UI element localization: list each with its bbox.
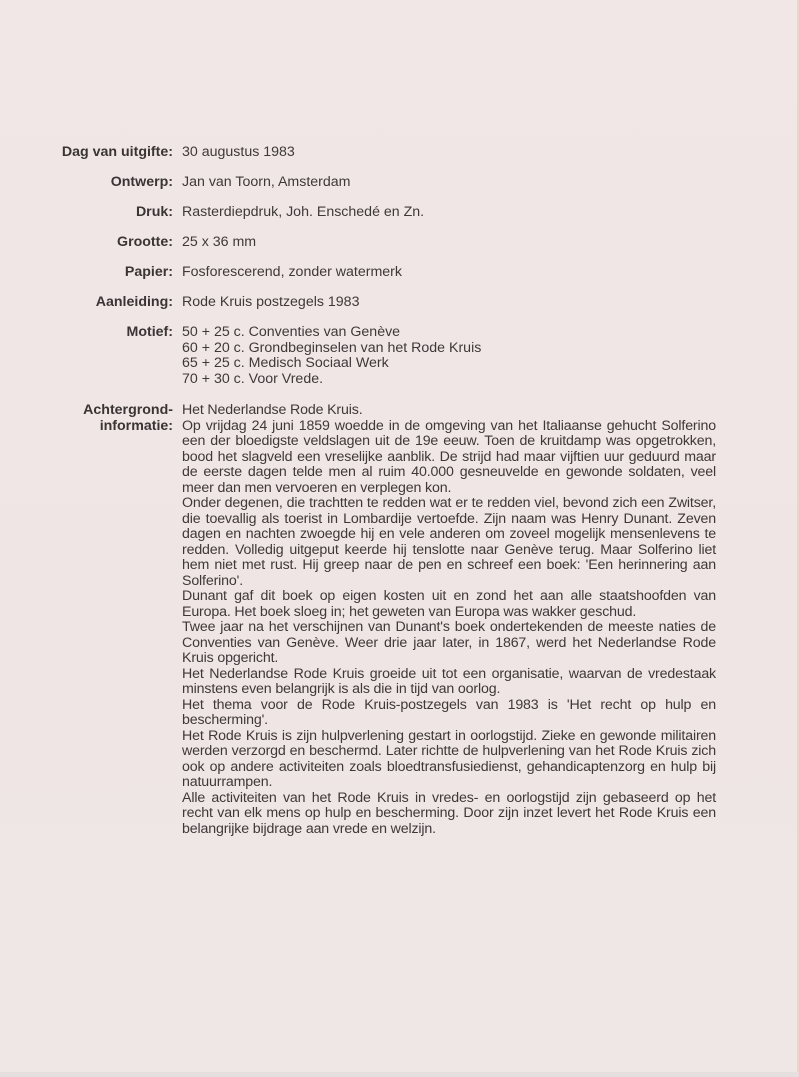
paragraph: Dunant gaf dit boek op eigen kosten uit en zond het aan alle staatshoofden van Europa. Het boek sloeg in; het geweten van Europa was wakker geschud. — [182, 588, 716, 620]
motief-item: 70 + 30 c. Voor Vrede. — [182, 370, 324, 387]
field-value: Rasterdiepdruk, Joh. Enschedé en Zn. — [182, 204, 425, 220]
motief-item: 50 + 25 c. Conventies van Genève — [182, 324, 401, 340]
motief-list — [182, 325, 481, 387]
paragraph: Alle activiteiten van het Rode Kruis in vredes- en oorlogstijd zijn gebaseerd op het recht van elk mens op hulp en bescherming. Door zijn inzet levert het Rode Kruis een belangrijke bijdrage aan vrede en welzijn. — [182, 789, 716, 837]
field-label: Ontwerp: — [110, 174, 173, 190]
field-value: Rode Kruis postzegels 1983 — [182, 294, 360, 310]
field-label — [83, 403, 173, 434]
paragraph: Het Rode Kruis is zijn hulpverlening gestart in oorlogstijd. Zieke en gewonde militairen werden verzorgd en beschermd. Later richtte de hulpverlening van het Rode Kruis zich ook op andere activiteiten zoals bloedtransfusiedienst, gehandicaptenzorg en hulp bij natuurrampen. — [182, 727, 716, 790]
label-line: Achtergrond- — [83, 402, 173, 418]
field-label: Motief: — [126, 324, 173, 340]
field-label: Druk: — [135, 204, 173, 220]
paragraph: Twee jaar na het verschijnen van Dunant's boek ondertekenden de meeste naties de Conventies van Genève. Weer drie jaar later, in 1867, werd het Nederlandse Rode Kruis opgericht. — [182, 619, 716, 666]
field-value: 25 x 36 mm — [182, 234, 257, 250]
field-value: 30 augustus 1983 — [182, 144, 295, 160]
field-label: Grootte: — [117, 234, 173, 250]
paragraph: Op vrijdag 24 juni 1859 woedde in de omgeving van het Italiaanse gehucht Solferino een der bloedigste veldslagen uit de 19e eeuw. Toen de kruitdamp was opgetrokken, bood het slagveld een vreselijke aanblik. De strijd had maar vijftien uur geduurd maar de eerste dagen telde men al ruim 40.000 gesneuvelde en gewonde soldaten, veel meer dan men vervoeren en verplegen kon. — [182, 417, 716, 496]
field-value: Fosforescerend, zonder watermerk — [182, 264, 402, 280]
field-label: Dag van uitgifte: — [61, 144, 173, 160]
section-title: Het Nederlandse Rode Kruis. — [182, 402, 363, 418]
background-info-text — [182, 403, 716, 837]
motief-item: 65 + 25 c. Medisch Sociaal Werk — [182, 355, 389, 371]
paragraph: Onder degenen, die trachtten te redden wat er te redden viel, bevond zich een Zwitser, die toevallig als toerist in Lombardije vertoefde. Zijn naam was Henry Dunant. Zeven dagen en nachten zwoegde hij en vele anderen om zoveel mogelijk mensenlevens te redden. Volledig uitgeput keerde hij tenslotte naar Genève terug. Maar Solferino liet hem niet met rust. Hij greep naar de pen en schreef een boek: 'Een herinnering aan Solferino'. — [182, 495, 716, 589]
field-value: Jan van Toorn, Amsterdam — [182, 174, 351, 190]
motief-item: 60 + 20 c. Grondbeginselen van het Rode Kruis — [182, 339, 482, 356]
field-label: Papier: — [124, 264, 173, 280]
page-edge — [0, 1072, 799, 1077]
show-through-ghost-text — [140, 80, 500, 120]
paragraph: Het thema voor de Rode Kruis-postzegels van 1983 is 'Het recht op hulp en bescherming'. — [182, 696, 716, 728]
label-line: informatie: — [99, 417, 173, 434]
field-label: Aanleiding: — [95, 294, 173, 310]
paragraph: Het Nederlandse Rode Kruis groeide uit tot een organisatie, waarvan de vredestaak minstens even belangrijk is als die in tijd van oorlog. — [182, 665, 716, 697]
